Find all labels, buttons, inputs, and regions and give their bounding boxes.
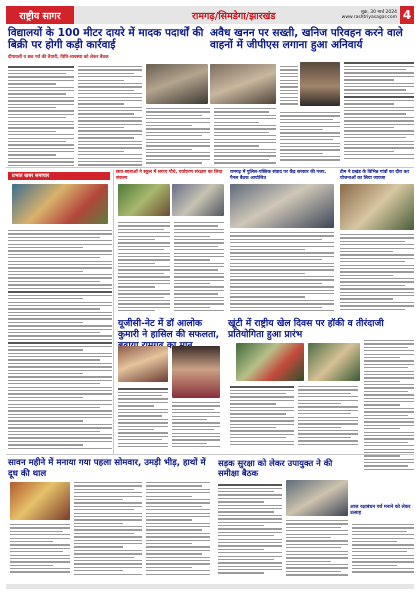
students-story-text <box>8 230 112 451</box>
side-story-text <box>280 66 298 107</box>
right-column-text-2 <box>364 340 414 472</box>
plantation-story-text <box>118 222 170 314</box>
date-line: शुक्र, 30 मार्च 2024 <box>360 9 397 15</box>
lead-story-text <box>8 66 74 168</box>
road-safety-headline: सड़क सुरक्षा को लेकर उपायुक्त ने की समीक्षा बैठक <box>218 458 333 478</box>
ugc-story-text-2 <box>172 402 220 449</box>
page-number: 4 <box>400 6 414 24</box>
sawan-story-text <box>74 482 142 577</box>
village-story-text <box>340 234 414 312</box>
ugc-story-text <box>118 388 168 449</box>
row-divider-2 <box>6 454 414 455</box>
road-safety-photo <box>286 480 348 516</box>
official-caption-text <box>280 112 340 163</box>
sawan-caption-text <box>10 524 70 575</box>
police-headline: रामगढ़ में पुलिस-पब्लिक संवाद पर केंद्र सरकार की नजर, पैनल बैठक आयोजित <box>230 170 327 181</box>
rakshabandhan-headline: आज रक्षाबंधन पर्व मनाने को लेकर उत्साह <box>350 505 411 516</box>
column-divider <box>113 170 114 454</box>
footer-strip <box>6 584 414 589</box>
road-safety-text <box>218 484 282 576</box>
newspaper-logo: राष्ट्रीय सागर <box>6 6 74 24</box>
temple-crowd-photo <box>10 482 70 520</box>
ugc-net-headline: यूजीसी-नेट में डॉ आलोक कुमारी ने हासिल की सफलता, <box>118 318 220 340</box>
rakshabandhan-text <box>352 524 414 575</box>
meeting-photo-2 <box>210 64 276 104</box>
mining-story-text <box>146 108 210 166</box>
right-column-text <box>344 62 414 161</box>
police-meeting-photo <box>230 184 334 228</box>
lead-subheadline: दीपावली व छठ पर्व की तैयारी, विधि-व्यवस्था को लेकर बैठक <box>8 55 109 60</box>
village-visit-photo <box>340 184 414 230</box>
row-divider-1 <box>6 167 414 168</box>
mining-story-text-2 <box>214 108 276 166</box>
masthead-meta <box>322 6 400 24</box>
section-strip: प्रभात खबर समाचार <box>8 172 110 180</box>
lead-story-text-2 <box>78 66 142 168</box>
hockey-headline: खूंटी में राष्ट्रीय खेल दिवस पर हॉकी व तीरंदाजी प्रतियोगिता हुआ प्रारंभ <box>228 318 384 340</box>
right-headline: अवैध खनन पर सख्ती, खनिज परिवहन करने वाले वाहनों में जीपीएस लगाना हुआ अनिवार्य <box>210 27 403 51</box>
lead-headline: विद्यालयों के 100 मीटर दायरे में मादक पदार्थों की बिक्री पर होगी कड़ी कार्रवाई <box>8 27 204 51</box>
website: www.rashtriyasagar.com <box>341 15 397 20</box>
students-photo <box>12 184 108 224</box>
police-story-text <box>230 232 334 313</box>
plantation-photo <box>118 184 170 216</box>
village-headline: टीम ने प्रखंड के विभिन्न गांवों का दौरा कर योजनाओं का लिया जायजा <box>340 170 410 181</box>
official-photo <box>300 62 340 106</box>
road-safety-text-2 <box>286 520 348 578</box>
meeting-photo-1 <box>146 64 208 104</box>
masthead <box>6 6 414 24</box>
sawan-story-text-2 <box>146 482 210 577</box>
alok-kumari-photo <box>172 346 220 398</box>
plantation-headline: छात्र-छात्राओं ने स्कूल में लगाए पौधे, पर्यावरण संरक्षण का लिया संकल्प <box>116 170 223 181</box>
hockey-photo-2 <box>308 343 360 381</box>
hockey-story-text-2 <box>298 386 358 447</box>
award-photo <box>118 346 168 382</box>
region-title: रामगढ़/सिमडेगा/झारखंड <box>74 6 322 24</box>
hockey-photo-1 <box>236 343 304 381</box>
school-photo <box>172 184 224 216</box>
hockey-story-text <box>230 386 294 447</box>
sawan-headline: सावन महीने में मनाया गया पहला सोमवार, उमड़ी भीड़, हाथों में दूध की थाल <box>8 458 206 479</box>
school-story-text <box>174 222 224 314</box>
